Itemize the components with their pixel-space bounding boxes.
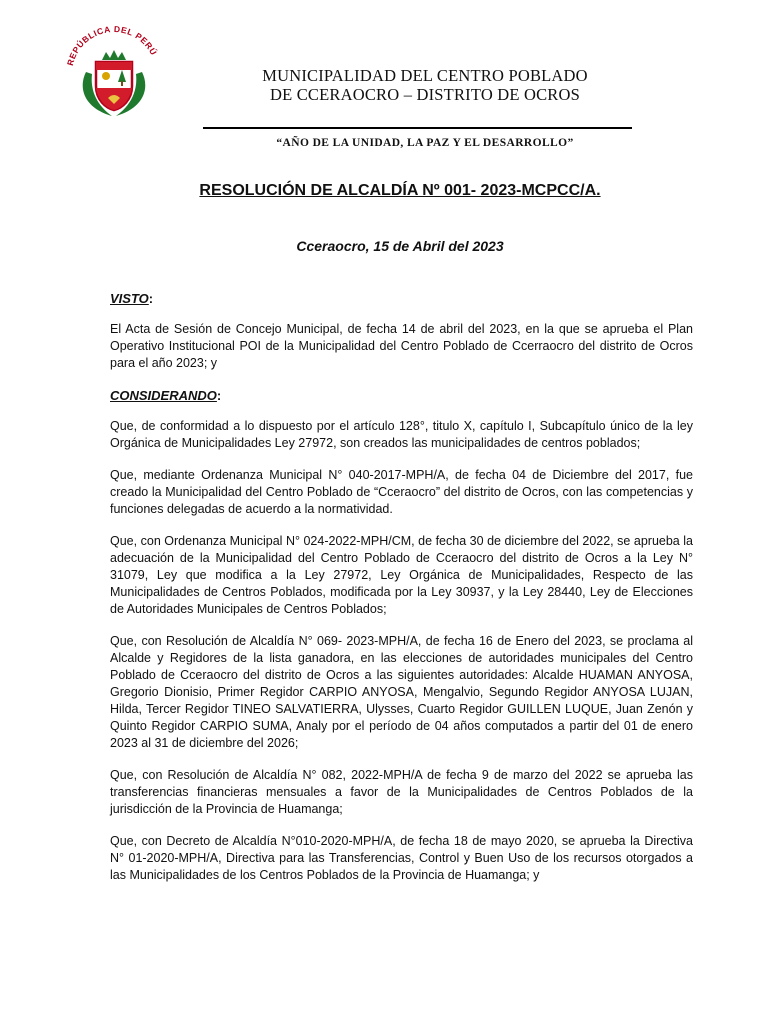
header-line-1: MUNICIPALIDAD DEL CENTRO POBLADO [262,66,588,85]
header-divider [203,127,632,129]
considerando-paragraph: Que, con Resolución de Alcaldía N° 082, 2022-MPH/A de fecha 9 de marzo del 2022 se aprueba las transferencias financieras mensuales a favor de la Municipalidades de Centros Poblados de la jurisdicción de la Provincia de Huamanga; [110,768,693,816]
visto-paragraph: El Acta de Sesión de Concejo Municipal, de fecha 14 de abril del 2023, en la que se aprueba el Plan Operativo Institucional POI de la Municipalidad del Centro Poblado de Ccerraocro del distrito de Ocros para el año 2023; y [110,322,693,370]
considerando-paragraph: Que, con Decreto de Alcaldía N°010-2020-MPH/A, de fecha 18 de mayo 2020, se aprueba la Directiva N° 01-2020-MPH/A, Directiva para las Transferencias, Control y Buen Uso de los recursos otorgados a las Municipalidades de los Centros Poblados de la Provincia de Huamanga; y [110,834,693,882]
considerando-paragraph: Que, mediante Ordenanza Municipal N° 040-2017-MPH/A, de fecha 04 de Diciembre del 2017, fue creado la Municipalidad del Centro Poblado de “Cceraocro” del distrito de Ocros, con las competencias y funciones delegadas de acuerdo a la normatividad. [110,468,693,516]
document-body [110,290,693,899]
resolution-date: Cceraocro, 15 de Abril del 2023 [296,238,504,254]
institution-header [190,66,660,104]
peru-coat-of-arms-logo [58,22,170,122]
considerando-heading-line: CONSIDERANDO: [110,388,222,403]
considerando-paragraph: Que, con Ordenanza Municipal N° 024-2022-MPH/CM, de fecha 30 de diciembre del 2022, se aprueba la adecuación de la Municipalidad del Centro Poblado de Cceraocro del distrito de Ocros a la Ley N° 31079, Ley que modifica a la Ley 27972, Ley Orgánica de Municipalidades, Respecto de las Municipalidades de Centros Poblados, modificada por la Ley 30937, y la Ley 28440, Ley de Elecciones de Autoridades Municipales de Centros Poblados; [110,534,693,616]
resolution-title: RESOLUCIÓN DE ALCALDÍA Nº 001- 2023-MCPCC/A. [199,182,601,199]
visto-heading: VISTO [110,291,149,306]
considerando-heading: CONSIDERANDO [110,388,217,403]
header-line-2: DE CCERAOCRO – DISTRITO DE OCROS [270,85,580,104]
visto-heading-line: VISTO: [110,291,154,306]
svg-text:REPÚBLICA DEL PERÚ: REPÚBLICA DEL PERÚ [64,23,160,67]
considerando-paragraph: Que, de conformidad a lo dispuesto por el artículo 128°, titulo X, capítulo I, Subcapítulo único de la ley Orgánica de Municipalidades Ley 27972, son creados las municipalidades de centros poblados; [110,419,693,450]
considerando-paragraph: Que, con Resolución de Alcaldía N° 069- 2023-MPH/A, de fecha 16 de Enero del 2023, se proclama al Alcalde y Regidores de la lista ganadora, en las elecciones de autoridades municipales del Centro Poblado de Cceraocro del distrito de Ocros a las siguientes autoridades: Alcalde HUAMAN ANYOSA, Gregorio Dionisio, Primer Regidor CARPIO ANYOSA, Mengalvio, Segundo Regidor ANYOSA LUJAN, Hilda, Tercer Regidor TINEO SALVATIERRA, Ulysses, Cuarto Regidor GUILLEN LUQUE, Juan Zenón y Quinto Regidor CARPIO SUMA, Analy por el período de 04 años computados a partir del 01 de enero 2023 al 31 de diciembre del 2026; [110,634,693,750]
year-motto: “AÑO DE LA UNIDAD, LA PAZ Y EL DESARROLLO” [276,137,574,149]
